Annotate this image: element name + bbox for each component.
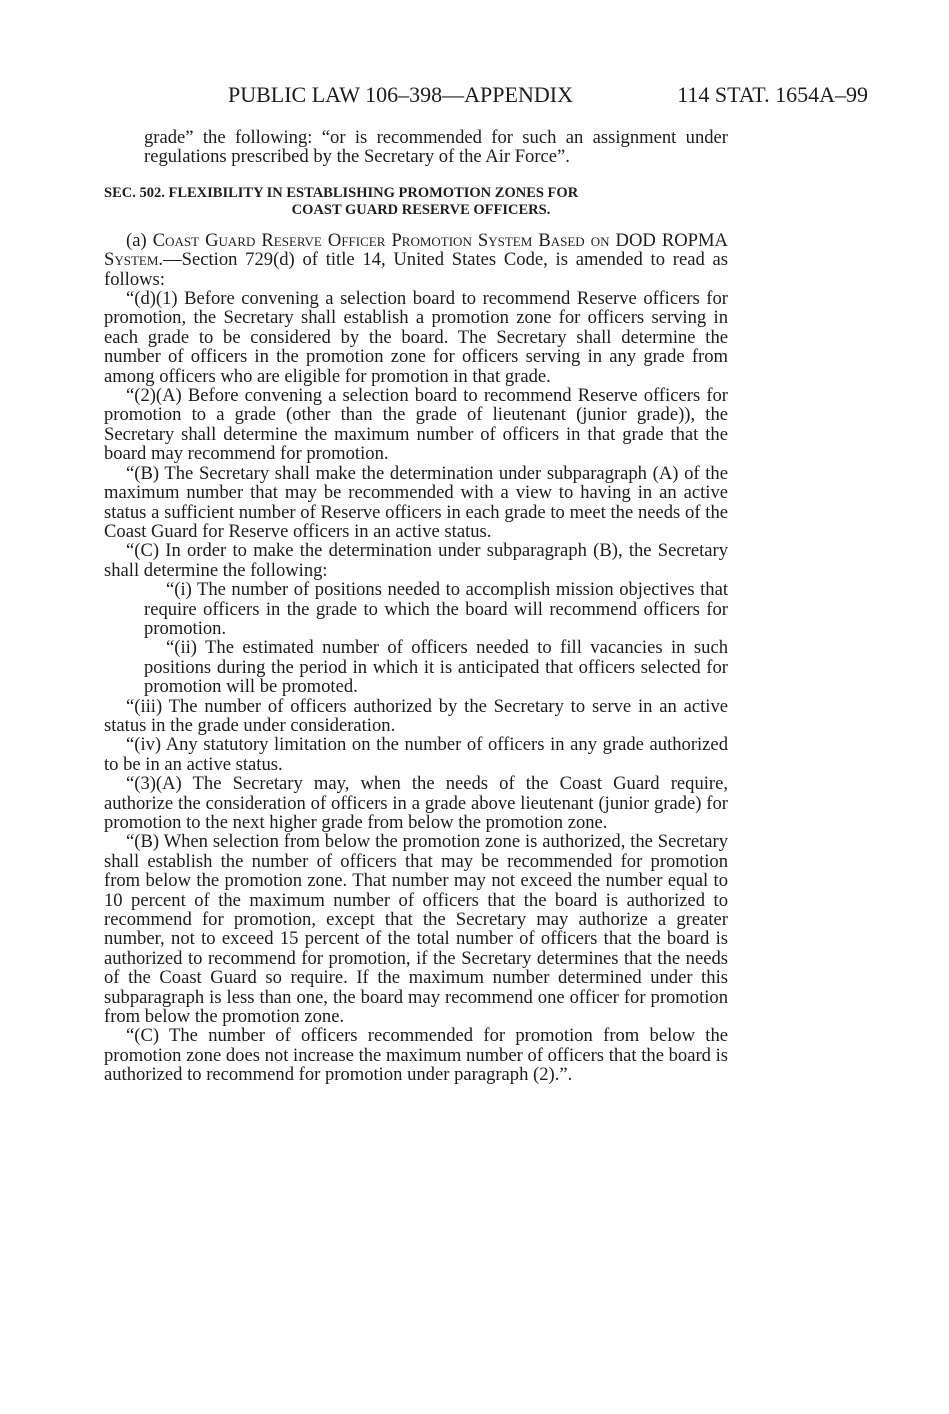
clause-i: “(i) The number of positions needed to accomplish mission objectives that require officers in the grade to which the board will recommend officers for promotion.: [144, 579, 728, 639]
subsection-label: (a): [126, 229, 147, 251]
paragraph-d2B: “(B) The Secretary shall make the determination under subparagraph (A) of the maximum number that may be recommended with a view to having in an active status a sufficient number of Reserve officers in each grade to meet the needs of the Coast Guard for Reserve officers in an active status.: [104, 462, 728, 542]
subsection-heading: Coast Guard Reserve Officer Promotion System Based on DOD ROPMA System.: [104, 229, 728, 271]
subsection-a: [104, 231, 728, 289]
header-title: PUBLIC LAW 106–398—APPENDIX: [228, 82, 573, 107]
clause-iv: “(iv) Any statutory limitation on the number of officers in any grade authorized to be in an active status.: [104, 734, 728, 775]
running-header: [228, 80, 868, 110]
paragraph-d1: “(d)(1) Before convening a selection board to recommend Reserve officers for promotion, the Secretary shall establish a promotion zone for officers serving in each grade to be considered by the board. The Secretary shall determine the number of officers in the promotion zone for officers serving in any grade from among officers who are eligible for promotion in that grade.: [104, 288, 728, 387]
paragraph-d3A: “(3)(A) The Secretary may, when the needs of the Coast Guard require, authorize the consideration of officers in a grade above lieutenant (junior grade) for promotion to the next higher grade from below the promotion zone.: [104, 773, 728, 833]
clause-iii: “(iii) The number of officers authorized by the Secretary to serve in an active status in the grade under consideration.: [104, 695, 728, 736]
section-heading-line2: COAST GUARD RESERVE OFFICERS.: [291, 201, 551, 218]
header-stat-citation: 114 STAT. 1654A–99: [677, 82, 868, 107]
subsection-text: —Section 729(d) of title 14, United States Code, is amended to read as follows:: [104, 249, 728, 290]
clause-ii: “(ii) The estimated number of officers needed to fill vacancies in such positions during the period in which it is anticipated that officers selected for promotion will be promoted.: [144, 637, 728, 698]
paragraph-d2C: “(C) In order to make the determination under subparagraph (B), the Secretary shall determine the following:: [104, 540, 728, 581]
paragraph-d3B: “(B) When selection from below the promotion zone is authorized, the Secretary shall establish the number of officers that may be recommended for promotion from below the promotion zone. That number may not exceed the number equal to 10 percent of the maximum number of officers that the board is authorized to recommend for promotion, except that the Secretary may authorize a greater number, not to exceed 15 percent of the total number of officers that the board is authorized to recommend for promotion, if the Secretary determines that the needs of the Coast Guard so require. If the maximum number determined under this subparagraph is less than one, the board may recommend one officer for promotion from below the promotion zone.: [104, 831, 728, 1028]
section-heading: [104, 185, 728, 219]
paragraph-d2A: “(2)(A) Before convening a selection board to recommend Reserve officers for promotion to a grade (other than the grade of lieutenant (junior grade)), the Secretary shall determine the maximum number of officers in that grade that the board may recommend for promotion.: [104, 385, 728, 465]
document-body: [104, 128, 728, 1085]
section-heading-line1: SEC. 502. FLEXIBILITY IN ESTABLISHING PROMOTION ZONES FOR: [104, 184, 579, 201]
paragraph-d3C: “(C) The number of officers recommended for promotion from below the promotion zone does not increase the maximum number of officers that the board is authorized to recommend for promotion under paragraph (2).”.: [104, 1025, 728, 1086]
continuation-paragraph: grade” the following: “or is recommended for such an assignment under regulations prescribed by the Secretary of the Air Force”.: [144, 127, 728, 168]
